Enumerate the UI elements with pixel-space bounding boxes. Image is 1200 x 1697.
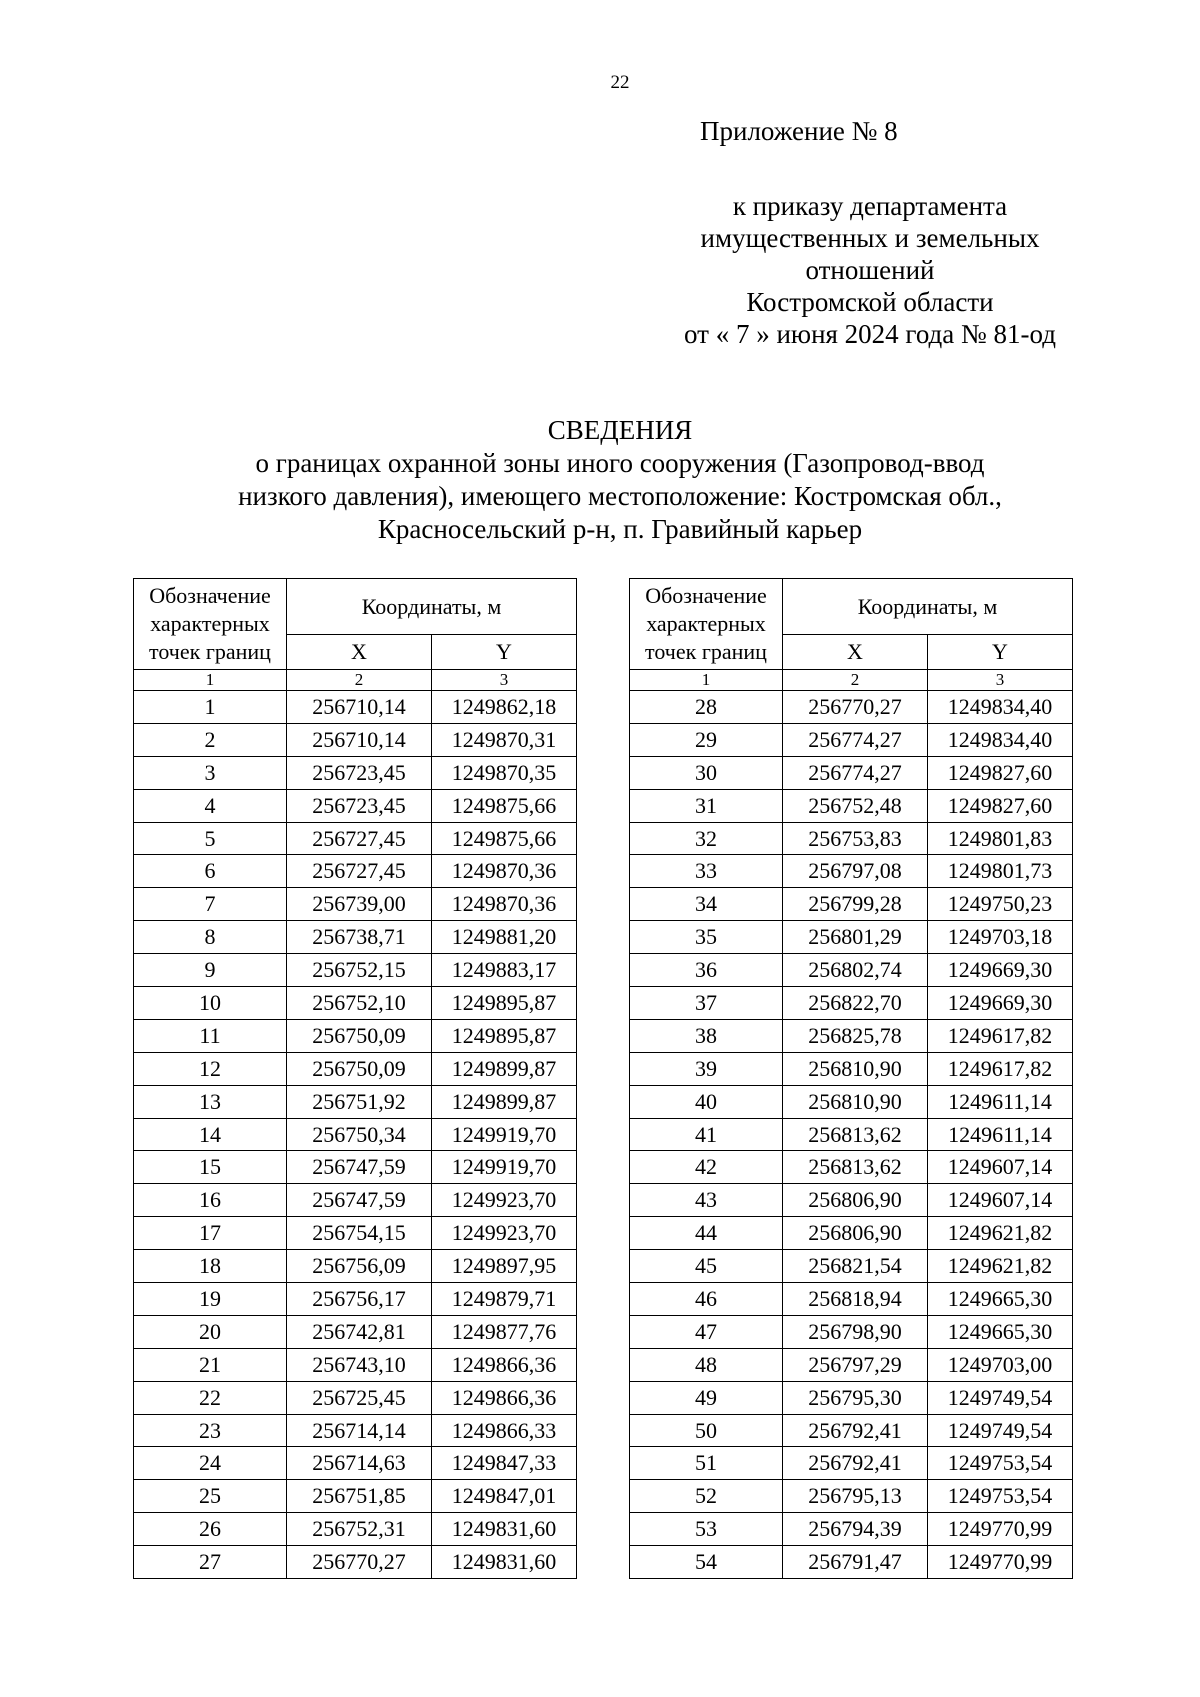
- y-coordinate: 1249669,30: [928, 954, 1073, 987]
- x-coordinate: 256813,62: [783, 1118, 928, 1151]
- table-row: [134, 1447, 577, 1480]
- x-coordinate: 256770,27: [783, 691, 928, 724]
- table-row: [630, 1184, 1073, 1217]
- x-coordinate: 256806,90: [783, 1184, 928, 1217]
- x-coordinate: 256821,54: [783, 1250, 928, 1283]
- x-coordinate: 256742,81: [287, 1315, 432, 1348]
- column-number: 1: [630, 670, 783, 691]
- point-number: 24: [134, 1447, 287, 1480]
- point-number: 7: [134, 888, 287, 921]
- x-coordinate: 256770,27: [287, 1546, 432, 1579]
- column-number: 1: [134, 670, 287, 691]
- column-number: 3: [928, 670, 1073, 691]
- point-number: 27: [134, 1546, 287, 1579]
- y-coordinate: 1249883,17: [432, 954, 577, 987]
- table-row: [630, 1019, 1073, 1052]
- y-header: Y: [432, 635, 577, 670]
- x-coordinate: 256798,90: [783, 1315, 928, 1348]
- y-coordinate: 1249617,82: [928, 1019, 1073, 1052]
- table-row: [134, 921, 577, 954]
- table-row: [134, 756, 577, 789]
- y-coordinate: 1249831,60: [432, 1513, 577, 1546]
- point-number: 32: [630, 822, 783, 855]
- heading-line: о границах охранной зоны иного сооружения (Газопровод-ввод: [255, 448, 985, 478]
- table-row: [630, 1052, 1073, 1085]
- y-coordinate: 1249866,33: [432, 1414, 577, 1447]
- point-number: 54: [630, 1546, 783, 1579]
- y-coordinate: 1249749,54: [928, 1381, 1073, 1414]
- table-row: [134, 888, 577, 921]
- x-coordinate: 256791,47: [783, 1546, 928, 1579]
- point-number: 3: [134, 756, 287, 789]
- y-coordinate: 1249881,20: [432, 921, 577, 954]
- order-ref-line: отношений: [805, 255, 935, 285]
- table-row: [134, 1118, 577, 1151]
- table-row: [134, 1513, 577, 1546]
- y-coordinate: 1249703,18: [928, 921, 1073, 954]
- y-coordinate: 1249923,70: [432, 1217, 577, 1250]
- point-number: 53: [630, 1513, 783, 1546]
- y-coordinate: 1249919,70: [432, 1151, 577, 1184]
- table-row: [134, 1184, 577, 1217]
- x-coordinate: 256813,62: [783, 1151, 928, 1184]
- point-designation-header: Обозначение характерных точек границ: [134, 579, 287, 670]
- appendix-title: Приложение № 8: [700, 116, 898, 146]
- point-number: 45: [630, 1250, 783, 1283]
- y-coordinate: 1249827,60: [928, 756, 1073, 789]
- point-number: 34: [630, 888, 783, 921]
- table-row: [630, 1381, 1073, 1414]
- x-coordinate: 256774,27: [783, 723, 928, 756]
- x-coordinate: 256774,27: [783, 756, 928, 789]
- point-number: 13: [134, 1085, 287, 1118]
- table-row: [134, 1348, 577, 1381]
- x-coordinate: 256797,29: [783, 1348, 928, 1381]
- x-coordinate: 256750,09: [287, 1019, 432, 1052]
- x-coordinate: 256756,09: [287, 1250, 432, 1283]
- y-coordinate: 1249875,66: [432, 789, 577, 822]
- x-coordinate: 256792,41: [783, 1447, 928, 1480]
- x-coordinate: 256794,39: [783, 1513, 928, 1546]
- y-coordinate: 1249703,00: [928, 1348, 1073, 1381]
- point-number: 23: [134, 1414, 287, 1447]
- table-row: [134, 1546, 577, 1579]
- table-row: [134, 954, 577, 987]
- point-number: 37: [630, 987, 783, 1020]
- coordinates-table-right: [629, 578, 1073, 1579]
- left-table-body: [134, 691, 577, 1579]
- y-coordinate: 1249621,82: [928, 1250, 1073, 1283]
- point-number: 41: [630, 1118, 783, 1151]
- table-row: [630, 1513, 1073, 1546]
- table-row: [134, 1250, 577, 1283]
- point-number: 29: [630, 723, 783, 756]
- y-coordinate: 1249665,30: [928, 1315, 1073, 1348]
- coordinates-header: Координаты, м: [783, 579, 1073, 635]
- x-coordinate: 256818,94: [783, 1283, 928, 1316]
- x-coordinate: 256743,10: [287, 1348, 432, 1381]
- x-coordinate: 256750,34: [287, 1118, 432, 1151]
- x-coordinate: 256810,90: [783, 1052, 928, 1085]
- y-coordinate: 1249919,70: [432, 1118, 577, 1151]
- x-coordinate: 256752,10: [287, 987, 432, 1020]
- coordinates-table-left: [133, 578, 577, 1579]
- y-coordinate: 1249923,70: [432, 1184, 577, 1217]
- table-row: [630, 756, 1073, 789]
- y-coordinate: 1249753,54: [928, 1480, 1073, 1513]
- table-row: [630, 888, 1073, 921]
- table-row: [134, 1052, 577, 1085]
- y-coordinate: 1249897,95: [432, 1250, 577, 1283]
- y-coordinate: 1249749,54: [928, 1414, 1073, 1447]
- y-coordinate: 1249847,33: [432, 1447, 577, 1480]
- x-header: X: [287, 635, 432, 670]
- y-coordinate: 1249879,71: [432, 1283, 577, 1316]
- y-coordinate: 1249770,99: [928, 1546, 1073, 1579]
- point-number: 10: [134, 987, 287, 1020]
- point-number: 25: [134, 1480, 287, 1513]
- point-number: 46: [630, 1283, 783, 1316]
- heading-title: СВЕДЕНИЯ: [547, 415, 693, 445]
- y-coordinate: 1249834,40: [928, 691, 1073, 724]
- x-coordinate: 256750,09: [287, 1052, 432, 1085]
- x-coordinate: 256725,45: [287, 1381, 432, 1414]
- table-row: [134, 1381, 577, 1414]
- point-number: 15: [134, 1151, 287, 1184]
- table-row: [134, 1217, 577, 1250]
- x-coordinate: 256710,14: [287, 723, 432, 756]
- x-coordinate: 256747,59: [287, 1151, 432, 1184]
- order-ref-line: Костромской области: [746, 287, 994, 317]
- order-ref-line: к приказу департамента: [732, 191, 1008, 221]
- y-coordinate: 1249877,76: [432, 1315, 577, 1348]
- page-number: 22: [610, 72, 630, 93]
- point-number: 5: [134, 822, 287, 855]
- x-coordinate: 256723,45: [287, 756, 432, 789]
- point-number: 51: [630, 1447, 783, 1480]
- table-row: [630, 855, 1073, 888]
- x-coordinate: 256752,48: [783, 789, 928, 822]
- point-number: 48: [630, 1348, 783, 1381]
- x-coordinate: 256714,14: [287, 1414, 432, 1447]
- x-coordinate: 256792,41: [783, 1414, 928, 1447]
- table-row: [630, 691, 1073, 724]
- table-row: [134, 855, 577, 888]
- y-coordinate: 1249870,36: [432, 888, 577, 921]
- y-coordinate: 1249866,36: [432, 1348, 577, 1381]
- y-coordinate: 1249875,66: [432, 822, 577, 855]
- point-number: 12: [134, 1052, 287, 1085]
- point-number: 36: [630, 954, 783, 987]
- table-row: [134, 822, 577, 855]
- column-number: 2: [783, 670, 928, 691]
- x-header: X: [783, 635, 928, 670]
- y-coordinate: 1249870,35: [432, 756, 577, 789]
- x-coordinate: 256754,15: [287, 1217, 432, 1250]
- point-number: 22: [134, 1381, 287, 1414]
- table-row: [630, 1118, 1073, 1151]
- point-number: 52: [630, 1480, 783, 1513]
- point-number: 4: [134, 789, 287, 822]
- order-reference: [650, 190, 1090, 350]
- x-coordinate: 256727,45: [287, 855, 432, 888]
- table-row: [134, 1414, 577, 1447]
- table-row: [630, 921, 1073, 954]
- y-coordinate: 1249801,83: [928, 822, 1073, 855]
- y-coordinate: 1249866,36: [432, 1381, 577, 1414]
- column-number: 3: [432, 670, 577, 691]
- point-number: 6: [134, 855, 287, 888]
- x-coordinate: 256739,00: [287, 888, 432, 921]
- point-number: 1: [134, 691, 287, 724]
- point-number: 49: [630, 1381, 783, 1414]
- y-coordinate: 1249611,14: [928, 1118, 1073, 1151]
- point-number: 38: [630, 1019, 783, 1052]
- table-row: [630, 1217, 1073, 1250]
- table-row: [630, 1480, 1073, 1513]
- x-coordinate: 256752,15: [287, 954, 432, 987]
- heading-line: Красносельский р-н, п. Гравийный карьер: [377, 514, 863, 544]
- x-coordinate: 256795,30: [783, 1381, 928, 1414]
- table-row: [134, 723, 577, 756]
- x-coordinate: 256806,90: [783, 1217, 928, 1250]
- x-coordinate: 256810,90: [783, 1085, 928, 1118]
- point-number: 30: [630, 756, 783, 789]
- table-row: [630, 1546, 1073, 1579]
- x-coordinate: 256822,70: [783, 987, 928, 1020]
- table-row: [630, 1085, 1073, 1118]
- document-heading: [180, 414, 1060, 546]
- point-number: 39: [630, 1052, 783, 1085]
- y-coordinate: 1249862,18: [432, 691, 577, 724]
- y-coordinate: 1249753,54: [928, 1447, 1073, 1480]
- table-row: [630, 822, 1073, 855]
- y-coordinate: 1249895,87: [432, 1019, 577, 1052]
- x-coordinate: 256825,78: [783, 1019, 928, 1052]
- x-coordinate: 256802,74: [783, 954, 928, 987]
- x-coordinate: 256753,83: [783, 822, 928, 855]
- point-number: 44: [630, 1217, 783, 1250]
- table-row: [134, 987, 577, 1020]
- y-coordinate: 1249801,73: [928, 855, 1073, 888]
- y-coordinate: 1249611,14: [928, 1085, 1073, 1118]
- table-row: [134, 1085, 577, 1118]
- table-row: [134, 1315, 577, 1348]
- point-number: 14: [134, 1118, 287, 1151]
- y-coordinate: 1249895,87: [432, 987, 577, 1020]
- table-row: [630, 1348, 1073, 1381]
- coordinates-header: Координаты, м: [287, 579, 577, 635]
- point-number: 28: [630, 691, 783, 724]
- table-row: [630, 954, 1073, 987]
- y-coordinate: 1249827,60: [928, 789, 1073, 822]
- x-coordinate: 256751,85: [287, 1480, 432, 1513]
- table-row: [630, 1315, 1073, 1348]
- x-coordinate: 256799,28: [783, 888, 928, 921]
- y-header: Y: [928, 635, 1073, 670]
- point-number: 9: [134, 954, 287, 987]
- table-row: [134, 1019, 577, 1052]
- point-number: 18: [134, 1250, 287, 1283]
- y-coordinate: 1249899,87: [432, 1052, 577, 1085]
- x-coordinate: 256752,31: [287, 1513, 432, 1546]
- point-number: 47: [630, 1315, 783, 1348]
- y-coordinate: 1249607,14: [928, 1184, 1073, 1217]
- x-coordinate: 256751,92: [287, 1085, 432, 1118]
- y-coordinate: 1249607,14: [928, 1151, 1073, 1184]
- x-coordinate: 256797,08: [783, 855, 928, 888]
- order-ref-line: от « 7 » июня 2024 года № 81-од: [684, 319, 1056, 349]
- point-number: 21: [134, 1348, 287, 1381]
- y-coordinate: 1249899,87: [432, 1085, 577, 1118]
- point-number: 35: [630, 921, 783, 954]
- table-row: [630, 1151, 1073, 1184]
- y-coordinate: 1249847,01: [432, 1480, 577, 1513]
- point-number: 40: [630, 1085, 783, 1118]
- right-table-body: [630, 691, 1073, 1579]
- table-row: [630, 1283, 1073, 1316]
- y-coordinate: 1249831,60: [432, 1546, 577, 1579]
- point-number: 42: [630, 1151, 783, 1184]
- point-number: 2: [134, 723, 287, 756]
- x-coordinate: 256723,45: [287, 789, 432, 822]
- y-coordinate: 1249669,30: [928, 987, 1073, 1020]
- point-number: 20: [134, 1315, 287, 1348]
- table-row: [630, 1447, 1073, 1480]
- point-number: 50: [630, 1414, 783, 1447]
- point-number: 19: [134, 1283, 287, 1316]
- x-coordinate: 256801,29: [783, 921, 928, 954]
- x-coordinate: 256795,13: [783, 1480, 928, 1513]
- x-coordinate: 256756,17: [287, 1283, 432, 1316]
- heading-line: низкого давления), имеющего местоположение: Костромская обл.,: [238, 481, 1002, 511]
- y-coordinate: 1249770,99: [928, 1513, 1073, 1546]
- point-number: 8: [134, 921, 287, 954]
- x-coordinate: 256727,45: [287, 822, 432, 855]
- table-row: [630, 987, 1073, 1020]
- y-coordinate: 1249750,23: [928, 888, 1073, 921]
- point-number: 33: [630, 855, 783, 888]
- point-number: 31: [630, 789, 783, 822]
- x-coordinate: 256714,63: [287, 1447, 432, 1480]
- table-row: [134, 789, 577, 822]
- table-row: [630, 1250, 1073, 1283]
- table-row: [630, 1414, 1073, 1447]
- point-number: 17: [134, 1217, 287, 1250]
- table-row: [134, 1480, 577, 1513]
- y-coordinate: 1249834,40: [928, 723, 1073, 756]
- x-coordinate: 256710,14: [287, 691, 432, 724]
- table-row: [134, 691, 577, 724]
- y-coordinate: 1249621,82: [928, 1217, 1073, 1250]
- order-ref-line: имущественных и земельных: [700, 223, 1040, 253]
- point-number: 26: [134, 1513, 287, 1546]
- y-coordinate: 1249665,30: [928, 1283, 1073, 1316]
- point-number: 16: [134, 1184, 287, 1217]
- point-number: 43: [630, 1184, 783, 1217]
- table-row: [134, 1283, 577, 1316]
- point-designation-header: Обозначение характерных точек границ: [630, 579, 783, 670]
- table-row: [630, 789, 1073, 822]
- table-row: [630, 723, 1073, 756]
- table-row: [134, 1151, 577, 1184]
- x-coordinate: 256738,71: [287, 921, 432, 954]
- y-coordinate: 1249870,36: [432, 855, 577, 888]
- y-coordinate: 1249870,31: [432, 723, 577, 756]
- y-coordinate: 1249617,82: [928, 1052, 1073, 1085]
- x-coordinate: 256747,59: [287, 1184, 432, 1217]
- column-number: 2: [287, 670, 432, 691]
- point-number: 11: [134, 1019, 287, 1052]
